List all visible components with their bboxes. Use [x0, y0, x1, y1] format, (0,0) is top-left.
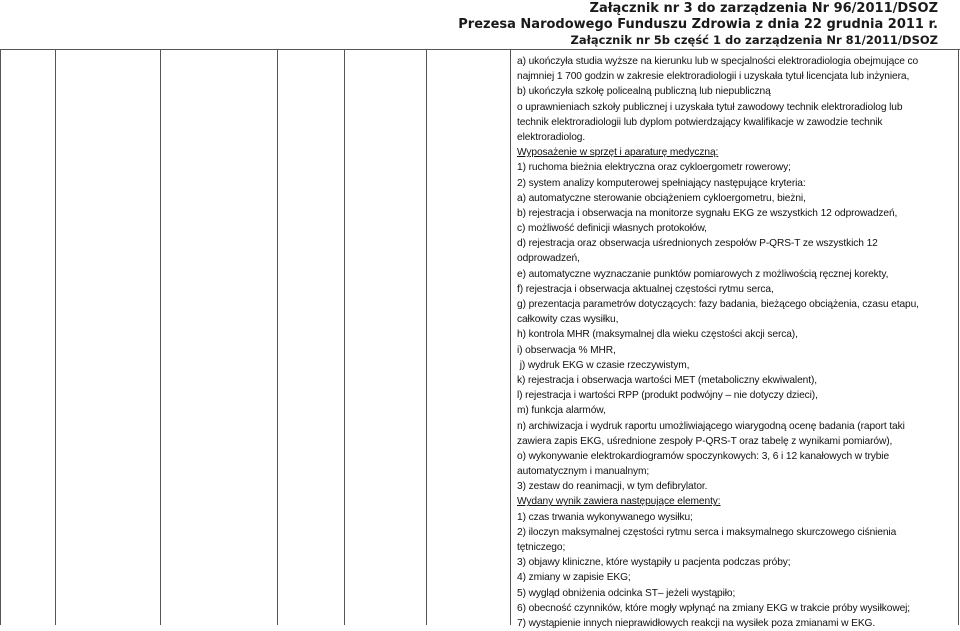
text-line: zawiera zapis EKG, uśrednione zespoły P-QRS-T oraz tabelę z wynikami pomiarów), — [517, 435, 893, 447]
text-line: 5) wygląd obniżenia odcinka ST– jeżeli wystąpiło; — [517, 587, 736, 599]
section-heading-equipment: Wyposażenie w sprzęt i aparaturę medyczną: — [517, 147, 719, 159]
column-border — [958, 49, 959, 625]
header-president-line: Prezesa Narodowego Funduszu Zdrowia z dnia 22 grudnia 2011 r. — [458, 17, 938, 32]
document-header — [458, 0, 938, 48]
column-border — [160, 49, 161, 625]
column-border — [277, 49, 278, 625]
text-line: 1) czas trwania wykonywanego wysiłku; — [517, 511, 693, 523]
text-line: całkowity czas wysiłku, — [517, 314, 619, 326]
column-border — [55, 49, 56, 625]
column-border — [344, 49, 345, 625]
text-line: a) ukończyła studia wyższe na kierunku lub w specjalności elektroradiologia obejmujące co — [517, 56, 919, 67]
text-line: k) rejestracja i obserwacja wartości MET (metaboliczny ekwiwalent), — [517, 374, 817, 386]
text-line: n) archiwizacja i wydruk raportu umożliwiającego wiarygodną ocenę badania (raport taki — [517, 420, 905, 432]
text-line: i) obserwacja % MHR, — [517, 344, 616, 356]
text-line: 4) zmiany w zapisie EKG; — [517, 572, 631, 584]
text-line: 3) zestaw do reanimacji, w tym defibrylator. — [517, 481, 708, 493]
text-line: m) funkcja alarmów, — [517, 405, 606, 417]
text-line: g) prezentacja parametrów dotyczących: fazy badania, bieżącego obciążenia, czasu etapu, — [517, 299, 919, 310]
text-line: b) ukończyła szkołę policealną publiczną lub niepubliczną — [517, 86, 771, 98]
text-line: d) rejestracja oraz obserwacja uśrednionych zespołów P-QRS-T ze wszystkich 12 — [517, 238, 878, 250]
text-line: f) rejestracja i obserwacja aktualnej częstości rytmu serca, — [517, 283, 774, 295]
text-line: elektroradiolog. — [517, 131, 586, 143]
text-line: najmniej 1 700 godzin w zakresie elektroradiologii i uzyskała tytuł licencjata lub inżyniera, — [517, 71, 910, 83]
text-line: automatycznym i manualnym; — [517, 466, 650, 478]
text-line: o uprawnieniach szkoły publicznej i uzyskała tytuł zawodowy technik elektroradiolog lub — [517, 101, 903, 113]
text-line: 6) obecność czynników, które mogły wpłynąć na zmiany EKG w trakcie próby wysiłkowej; — [517, 602, 911, 614]
section-heading-result: Wydany wynik zawiera następujące elementy: — [517, 496, 721, 508]
column-border — [510, 49, 511, 625]
header-annex-line: Załącznik nr 3 do zarządzenia Nr 96/2011/DSOZ — [589, 1, 938, 16]
column-border — [426, 49, 427, 625]
text-line: tętniczego; — [517, 542, 566, 553]
text-line: technik elektroradiologii lub dyplom potwierdzający kwalifikacje w zawodzie technik — [517, 116, 883, 128]
text-line: 1) ruchoma bieżnia elektryczna oraz cykloergometr rowerowy; — [517, 162, 791, 174]
text-line: o) wykonywanie elektrokardiogramów spoczynkowych: 3, 6 i 12 kanałowych w trybie — [517, 450, 890, 462]
text-line: b) rejestracja i obserwacja na monitorze sygnału EKG ze wszystkich 12 odprowadzeń, — [517, 207, 898, 219]
text-line: a) automatyczne sterowanie obciążeniem cykloergometru, bieżni, — [517, 192, 806, 204]
text-line: 3) objawy kliniczne, które wystąpiły u pacjenta podczas próby; — [517, 557, 791, 569]
table-top-border — [0, 49, 960, 50]
text-line: e) automatyczne wyznaczanie punktów pomiarowych z możliwością ręcznej korekty, — [517, 268, 889, 280]
column-border — [0, 49, 1, 625]
text-line: 2) system analizy komputerowej spełniający następujące kryteria: — [517, 177, 806, 189]
header-part-line: Załącznik nr 5b część 1 do zarządzenia Nr 81/2011/DSOZ — [570, 33, 938, 47]
text-line: j) wydruk EKG w czasie rzeczywistym, — [517, 359, 690, 371]
text-line: h) kontrola MHR (maksymalnej dla wieku częstości akcji serca), — [517, 329, 798, 341]
text-line: l) rejestracja i wartości RPP (produkt podwójny – nie dotyczy dzieci), — [517, 390, 818, 402]
requirements-text — [517, 54, 953, 631]
text-line: 7) wystąpienie innych nieprawidłowych reakcji na wysiłek poza zmianami w EKG. — [517, 617, 876, 629]
text-line: c) możliwość definicji własnych protokołów, — [517, 223, 707, 235]
text-line: 2) iloczyn maksymalnej częstości rytmu serca i maksymalnego skurczowego ciśnienia — [517, 526, 897, 538]
text-line: odprowadzeń, — [517, 253, 580, 265]
